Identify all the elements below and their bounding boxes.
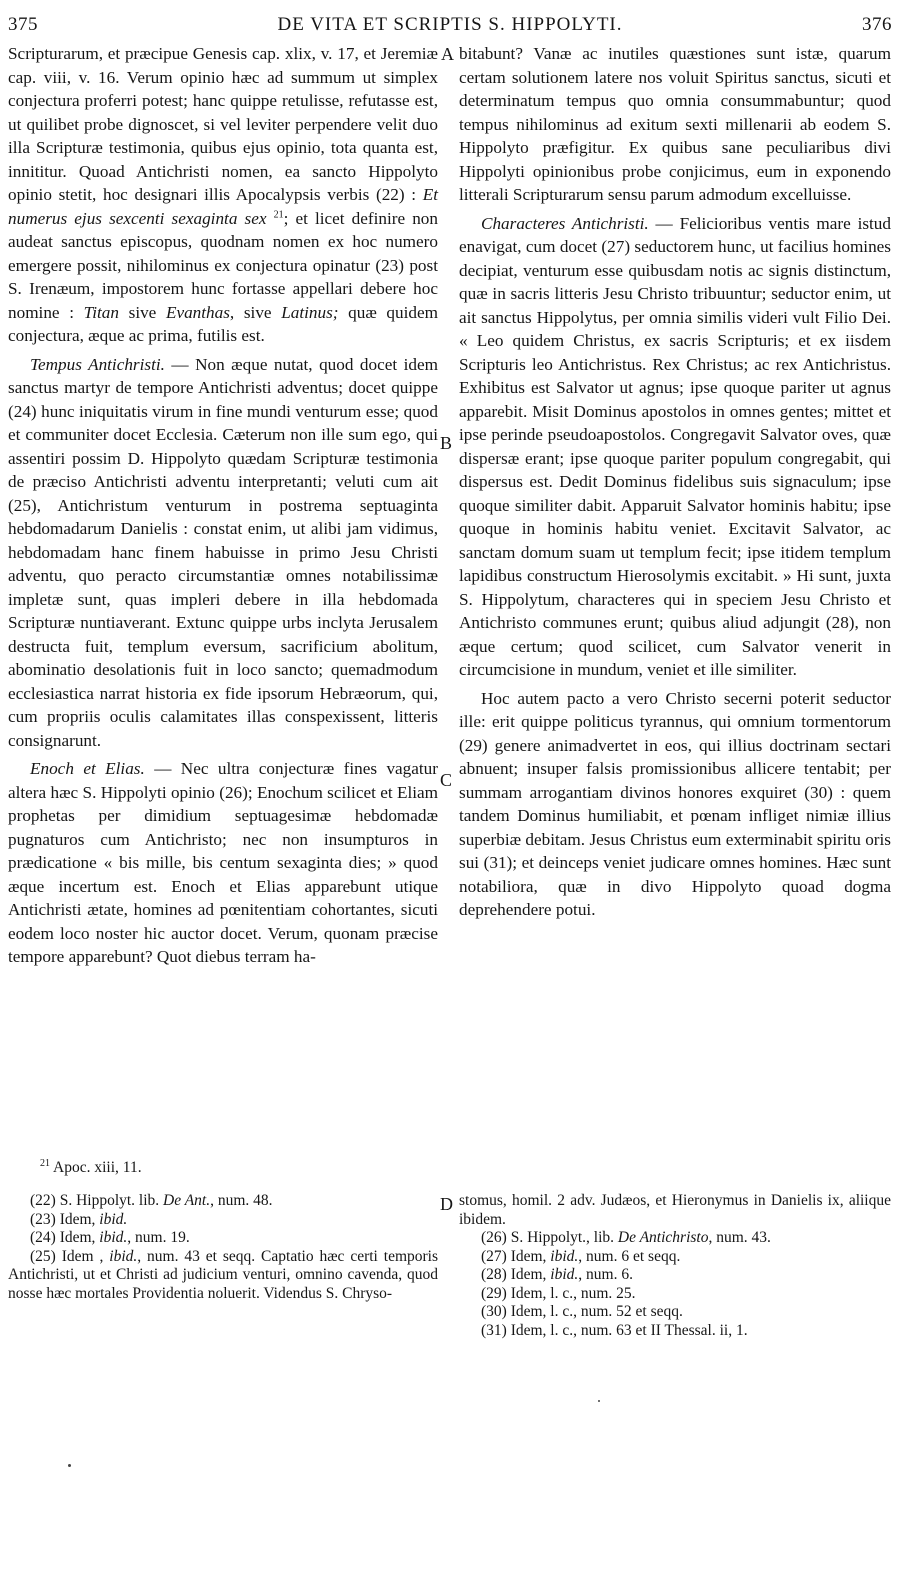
paragraph-antichrist-name: Scripturarum, et præcipue Genesis cap. xlix, v. 17, et Jeremiæ cap. viii, v. 16. Verum opinio hæc ad summum ut simplex conjectura proferri potest; hanc quippe retulisse, refutasse est, ut quilibet probe dignoscet, si vel leviter perpendere velit duo illa Scripturæ testimonia, quibus ejus opinio, tota quanta est, innititur. Quoad Antichristi nomen, ea sancto Hippolyto opinio stetit, hoc designari illis Apocalypsis verbis (22) : Et numerus ejus sexcenti sexaginta sex $^{21}$; et licet definire non audeat sanctus episcopus, quodnam nomen ex hoc numero emergere possit, nihilominus ex conjectura opinatur (23) post S. Irenæum, impostorem hunc fortasse appellari debere hoc nomine : Titan sive Evanthas, sive Latinus; quæ quidem conjectura, æque ac prima, futilis est. <box>8 44 438 345</box>
paragraph-continuation: bitabunt? Vanæ ac inutiles quæstiones sunt istæ, quarum certam solutionem latere nos voluit Spiritus sanctus, sicuti et determinatum tempus quo omnia consummabuntur; quod tempus nihilominus ad exitum sexti millenarii ab eodem S. Hippolyto præfigitur. Ex quibus sane peculiaribus divi Hippolyti opinionibus probe conjicimus, eum in exponendo litterali Scripturarum sensu parum admodum excelluisse. <box>459 44 891 204</box>
footnote-26: (26) S. Hippolyt., lib. De Antichristo, num. 43. <box>481 1229 771 1246</box>
footnote-22: (22) S. Hippolyt. lib. De Ant., num. 48. <box>30 1192 273 1209</box>
footnotes-left <box>8 1192 438 1303</box>
print-speck <box>598 1400 600 1402</box>
footnote-24: (24) Idem, ibid., num. 19. <box>30 1229 190 1246</box>
footnote-29: (29) Idem, l. c., num. 25. <box>481 1284 636 1302</box>
footnote-scripture: $^{21}$ Apoc. xiii, 11. <box>40 1157 142 1176</box>
margin-marker-d: D <box>440 1194 453 1214</box>
left-column <box>8 42 438 969</box>
page-number-right: 376 <box>862 14 892 35</box>
apocalypse-quote: Et numerus ejus sexcenti sexaginta sex <box>8 185 438 228</box>
margin-marker-a: A <box>441 44 454 64</box>
running-title: DE VITA ET SCRIPTIS S. HIPPOLYTI. <box>277 14 623 35</box>
paragraph-characteres-antichristi: Characteres Antichristi. — Felicioribus ventis mare istud enavigat, cum docet (27) seductorem hunc, ut facilius homines decipiat, venturum esse quibusdam notis ac signis distinctum, quæ in sacris litteris Jesu Christo tribuuntur; seductor enim, ut ait sanctus Hippolytus, per omnia similis videri vult Filio Dei. « Leo quidem Christus, ex sacris Scripturis; et ex iisdem Scripturis leo Antichristus. Rex Christus; ac rex Antichristus. Exhibitus est Salvator ut agnus; ipse quoque pariter ut agnus apparebit. Misit Dominus apostolos in omnes gentes; mittet et ipse perinde pseudoapostolos. Congregavit Salvator oves, quæ dispersæ erant; ipse quoque pariter populum congregabit, qui dispersus est. Dedit Dominus fidelibus suis signaculum; ipse quoque similiter dabit. Apparuit Salvator hominis habitu; ipse quoque in hominis habitu veniet. Excitavit Salvator, ac sanctam domum suam ut templum fecit; ipse itidem templum lapidibus constructum Hierosolymis excitabit. » Hi sunt, juxta S. Hippolytum, characteres qui in speciem Jesu Christo et Antichristo communes erunt; quibus aliud adjungit (28), non æque certum; quod scilicet, cum Salvator venerit in circumcisione in mundum, veniet et ille similiter. <box>459 213 891 679</box>
section-heading: Characteres Antichristi. <box>481 213 649 233</box>
section-heading: Enoch et Elias. <box>30 759 145 778</box>
footnote-marker: 21 <box>273 208 284 220</box>
footnote-23: (23) Idem, ibid. <box>30 1210 128 1228</box>
footnotes-right <box>459 1192 891 1340</box>
paragraph-seductor: Hoc autem pacto a vero Christo secerni poterit seductor ille: erit quippe politicus tyrannus, qui omnium tormentorum (29) genere animadvertet in eos, qui illius doctrinam sectari abnuent; insuper falsis promissionibus allicere tentabit; per summam arrogantiam divinos honores exquiret (30) : quem tandem Dominus humiliabit, et pœnam infliget nimiæ illius superbiæ debitam. Jesus Christus eum exterminabit spiritu oris sui (31); et deinceps veniet judicare omnes homines. Hæc sunt notabiliora, quæ in divo Hippolyto quoad dogma deprehendere potui. <box>459 688 891 919</box>
right-column <box>459 42 891 922</box>
margin-marker-b: B <box>440 433 453 453</box>
running-header <box>8 14 892 38</box>
page-number-left: 375 <box>8 14 38 35</box>
section-heading: Tempus Antichristi. <box>30 354 165 374</box>
footnote-30: (30) Idem, l. c., num. 52 et seqq. <box>481 1303 683 1320</box>
footnote-25: (25) Idem , ibid., num. 43 et seqq. Captatio hæc certi temporis Antichristi, ut et Christi ad judicium venturi, omnino cavenda, quod nosse hæc mortales Providentia noluerit. Videndus S. Chryso- <box>8 1247 439 1302</box>
paragraph-tempus-antichristi: Tempus Antichristi. — Non æque nutat, quod docet idem sanctus martyr de tempore Antichristi adventus; docet quippe (24) hunc iniquitatis virum in fine mundi venturum esse; quod et communiter docet Ecclesia. Cæterum non ille sum ego, qui assentiri possim D. Hippolyto quædam Scripturæ testimonia de præciso Antichristi adventu interpretanti; veluti cum ait (25), Antichristum venturum in postrema septuaginta hebdomadarum Danielis : constat enim, ut alibi jam vidimus, hebdomadam hanc finem habuisse in primo Jesu Christi adventu, quo peracto circumstantiæ omnes notabilissimæ impletæ sunt, quas impleri debere in illa hebdomada Scripturæ nuntiaverant. Extunc quippe urbs inclyta Jerusalem destructa fuit, templum eversum, sacrificium abolitum, abominatio desolationis fuit in loco sancto; quemadmodum ecclesiastica narrat historia ex fide ipsorum Hebræorum, qui, cum propriis oculis calamitates illas conspexissent, litteris consignarunt. <box>8 354 438 750</box>
print-speck <box>68 1464 71 1467</box>
footnote-28: (28) Idem, ibid., num. 6. <box>481 1266 633 1283</box>
footnote-25-continued: stomus, homil. 2 adv. Judæos, et Hieronymus in Danielis ix, aliique ibidem. <box>459 1192 891 1228</box>
paragraph-enoch-elias: Enoch et Elias. — Nec ultra conjecturæ fines vagatur altera hæc S. Hippolyti opinio (26); Enochum scilicet et Eliam prophetas per dimidium septuagesimæ hebdomadæ pugnaturos cum Antichristo; nec non insumpturos in prædicatione « bis mille, bis centum sexaginta dies; » quod æque incertum est. Enoch et Elias apparebunt utique Antichristi ætate, homines ad pœnitentiam cohortantes, sicuti eodem loco noster hic auctor docet. Verum, quonam præcise tempore apparebunt? Quot diebus terram ha- <box>8 759 438 966</box>
footnote-27: (27) Idem, ibid., num. 6 et seqq. <box>481 1247 681 1265</box>
margin-marker-c: C <box>440 770 453 790</box>
footnote-31: (31) Idem, l. c., num. 63 et II Thessal. ii, 1. <box>481 1321 748 1339</box>
